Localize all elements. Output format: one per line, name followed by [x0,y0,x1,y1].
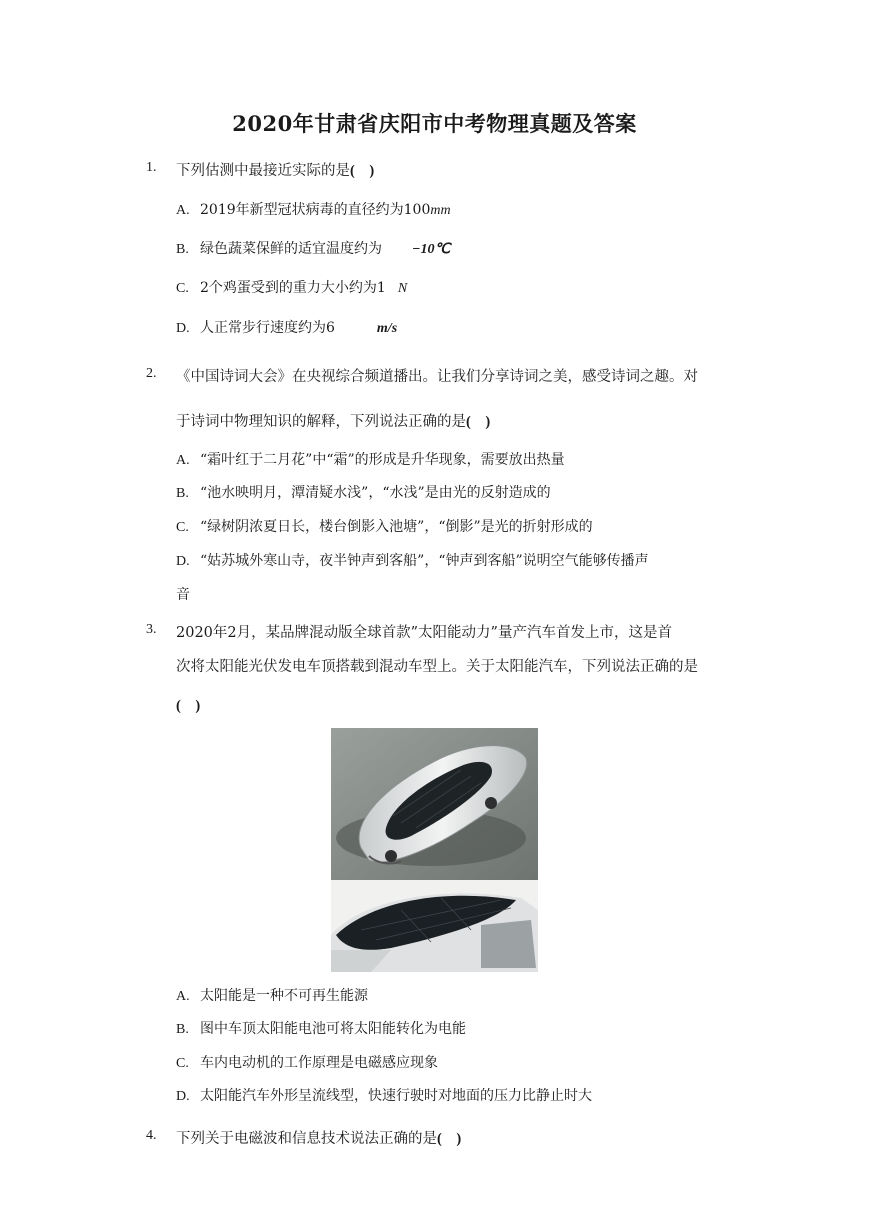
option-letter: B. [176,486,189,501]
option-text: “姑苏城外寒山寺，夜半钟声到客船”，“钟声到客船”说明空气能够传播声 [200,553,649,569]
question-3-stem-line1: 2020年2月，某品牌混动版全球首款”太阳能动力”量产汽车首发上市，这是首 [176,625,672,641]
question-3-number: 3. [146,622,157,637]
option-text: 太阳能汽车外形呈流线型，快速行驶时对地面的压力比静止时大 [200,1088,592,1104]
option-text: “池水映明月，潭清疑水浅”，“水浅”是由光的反射造成的 [200,485,551,501]
option-unit: −10℃ [412,242,451,257]
option-text: 太阳能是一种不可再生能源 [200,988,368,1004]
option-letter: C. [176,281,189,296]
question-4-stem [176,1127,461,1148]
option-letter: C. [176,520,189,535]
option-letter: A. [176,989,190,1004]
option-text: 绿色蔬菜保鲜的适宜温度约为 [200,241,382,257]
question-2-option-c [176,516,593,536]
option-text: 2019年新型冠状病毒的直径约为100 [200,202,431,218]
option-text: 2个鸡蛋受到的重力大小约为1 [200,280,386,296]
question-3-paren-line [176,694,200,715]
question-4-stem-text: 下列关于电磁波和信息技术说法正确的是 [176,1131,437,1147]
question-2-stem-line1: 《中国诗词大会》在央视综合频道播出。让我们分享诗词之美，感受诗词之趣。对 [176,369,698,385]
option-text: 图中车顶太阳能电池可将太阳能转化为电能 [200,1021,466,1037]
option-letter: D. [176,321,190,336]
answer-paren: ( ) [176,698,201,714]
question-1-stem-text: 下列估测中最接近实际的是 [176,163,350,179]
answer-paren: ( ) [466,414,491,430]
option-letter: B. [176,242,189,257]
question-1-option-b [176,238,450,258]
option-unit: N [397,281,408,296]
question-3-option-a [176,985,368,1005]
question-2-option-b [176,482,551,502]
option-text: 人正常步行速度约为6 [200,320,335,336]
question-1-option-a [176,199,451,219]
option-text: “霜叶红于二月花”中“霜”的形成是升华现象，需要放出热量 [200,452,565,468]
question-3-option-d [176,1085,592,1105]
option-letter: C. [176,1056,189,1071]
option-letter: D. [176,1089,190,1104]
question-3-stem-line2: 次将太阳能光伏发电车顶搭载到混动车型上。关于太阳能汽车，下列说法正确的是 [176,659,698,675]
question-1-option-d [176,317,397,337]
question-3-option-c [176,1052,438,1072]
option-text: 车内电动机的工作原理是电磁感应现象 [200,1055,438,1071]
option-letter: A. [176,453,190,468]
question-2-stem-text: 于诗词中物理知识的解释，下列说法正确的是 [176,414,466,430]
question-2-option-d-continued: 音 [176,587,190,603]
question-1-stem [176,159,374,180]
option-text: “绿树阴浓夏日长，楼台倒影入池塘”，“倒影”是光的折射形成的 [200,519,593,535]
question-2-stem-line2 [176,410,490,431]
page-title: 2020年甘肃省庆阳市中考物理真题及答案 [232,111,637,136]
option-letter: B. [176,1022,189,1037]
option-letter: D. [176,554,190,569]
answer-paren: ( ) [437,1131,462,1147]
solar-car-top-view-image [331,728,538,880]
question-2-option-a [176,449,565,469]
question-1-number: 1. [146,160,157,175]
question-2-option-d [176,550,649,570]
question-2-number: 2. [146,366,157,381]
question-3-option-b [176,1018,466,1038]
answer-paren: ( ) [350,163,375,179]
option-letter: A. [176,203,190,218]
option-unit: mm [430,203,451,218]
question-1-option-c [176,277,407,297]
question-4-number: 4. [146,1128,157,1143]
option-unit: m/s [376,321,398,336]
solar-roof-closeup-image [331,880,538,972]
